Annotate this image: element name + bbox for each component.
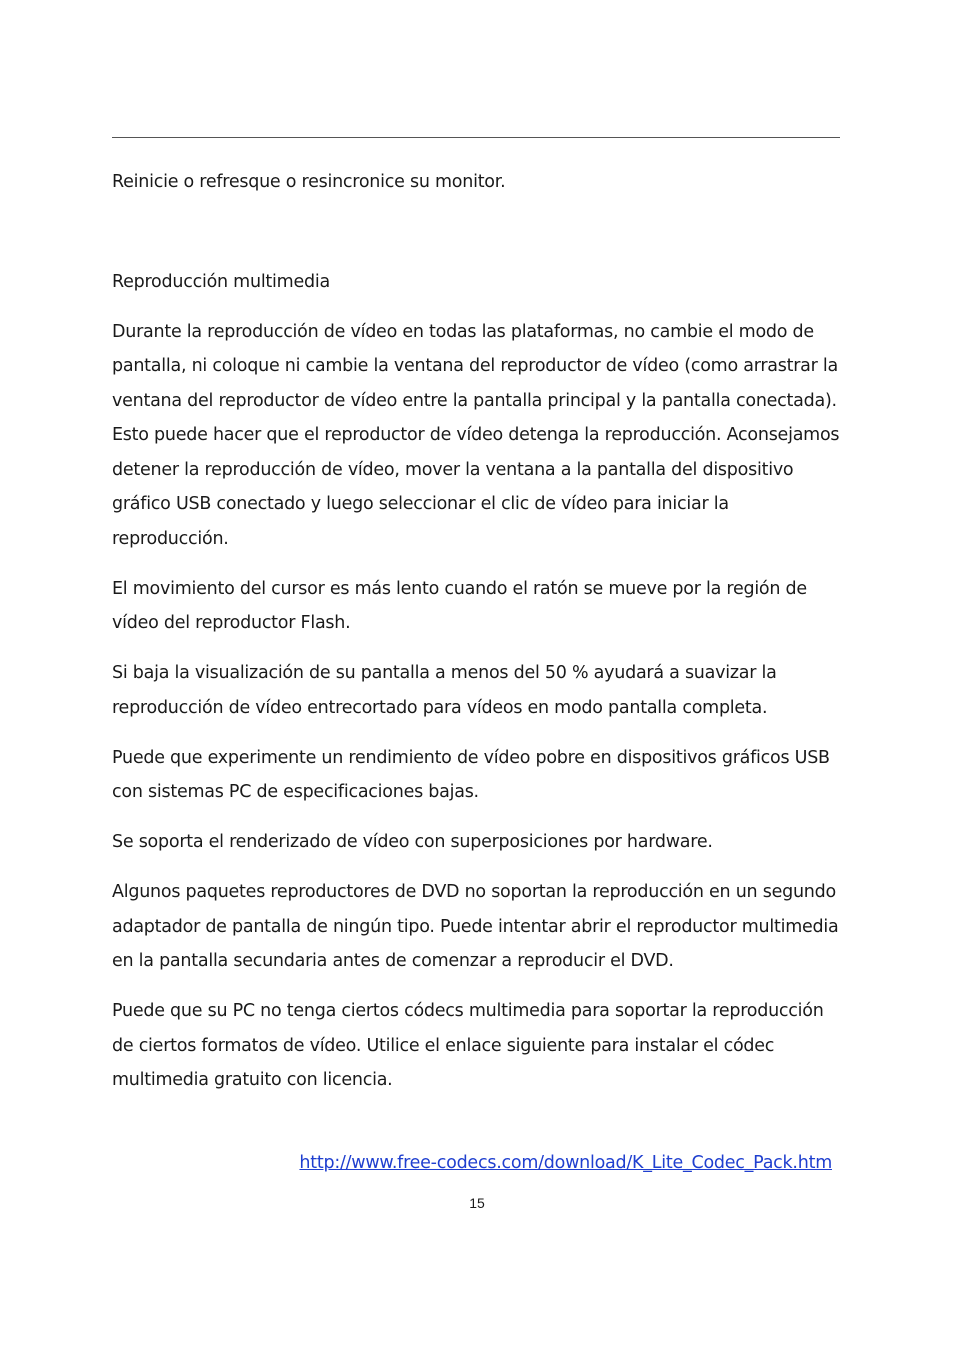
- paragraph-cursor-flash: El movimiento del cursor es más lento cuando el ratón se mueve por la región de vídeo del reproductor Flash.: [112, 578, 807, 633]
- paragraph-monitor-resync: Reinicie o refresque o resincronice su monitor.: [112, 172, 506, 192]
- section-heading-multimedia: Reproducción multimedia: [112, 271, 330, 292]
- paragraph-hardware-overlay: Se soporta el renderizado de vídeo con superposiciones por hardware.: [112, 832, 713, 852]
- paragraph-video-playback: Durante la reproducción de vídeo en todas las plataformas, no cambie el modo de pantalla, ni coloque ni cambie la ventana del reproductor de vídeo (como arrastrar la ventana del reproductor de vídeo entre la pantalla principal y la pantalla conectada). Esto puede hacer que el reproductor de vídeo detenga la reproducción. Aconsejamos detener la reproducción de vídeo, mover la ventana a la pantalla del dispositivo gráfico USB conectado y luego seleccionar el clic de vídeo para iniciar la reproducción.: [112, 321, 840, 549]
- codec-link-line: [112, 1146, 832, 1181]
- paragraph-codecs: Puede que su PC no tenga ciertos códecs multimedia para soportar la reproducción de ciertos formatos de vídeo. Utilice el enlace siguiente para instalar el códec multimedia gratuito con licencia.: [112, 1001, 824, 1090]
- paragraph-dvd-players: Algunos paquetes reproductores de DVD no soportan la reproducción en un segundo adaptador de pantalla de ningún tipo. Puede intentar abrir el reproductor multimedia en la pantalla secundaria antes de comenzar a reproducir el DVD.: [112, 882, 839, 971]
- page-number: 15: [469, 1195, 485, 1211]
- paragraph-display-scaling: Si baja la visualización de su pantalla a menos del 50 % ayudará a suavizar la reproducción de vídeo entrecortado para vídeos en modo pantalla completa.: [112, 663, 777, 718]
- codec-download-link[interactable]: http://www.free-codecs.com/download/K_Lite_Codec_Pack.htm: [299, 1153, 832, 1173]
- paragraph-low-spec-pc: Puede que experimente un rendimiento de vídeo pobre en dispositivos gráficos USB con sistemas PC de especificaciones bajas.: [112, 747, 830, 802]
- header-rule: [112, 137, 840, 138]
- document-body: [112, 165, 840, 1113]
